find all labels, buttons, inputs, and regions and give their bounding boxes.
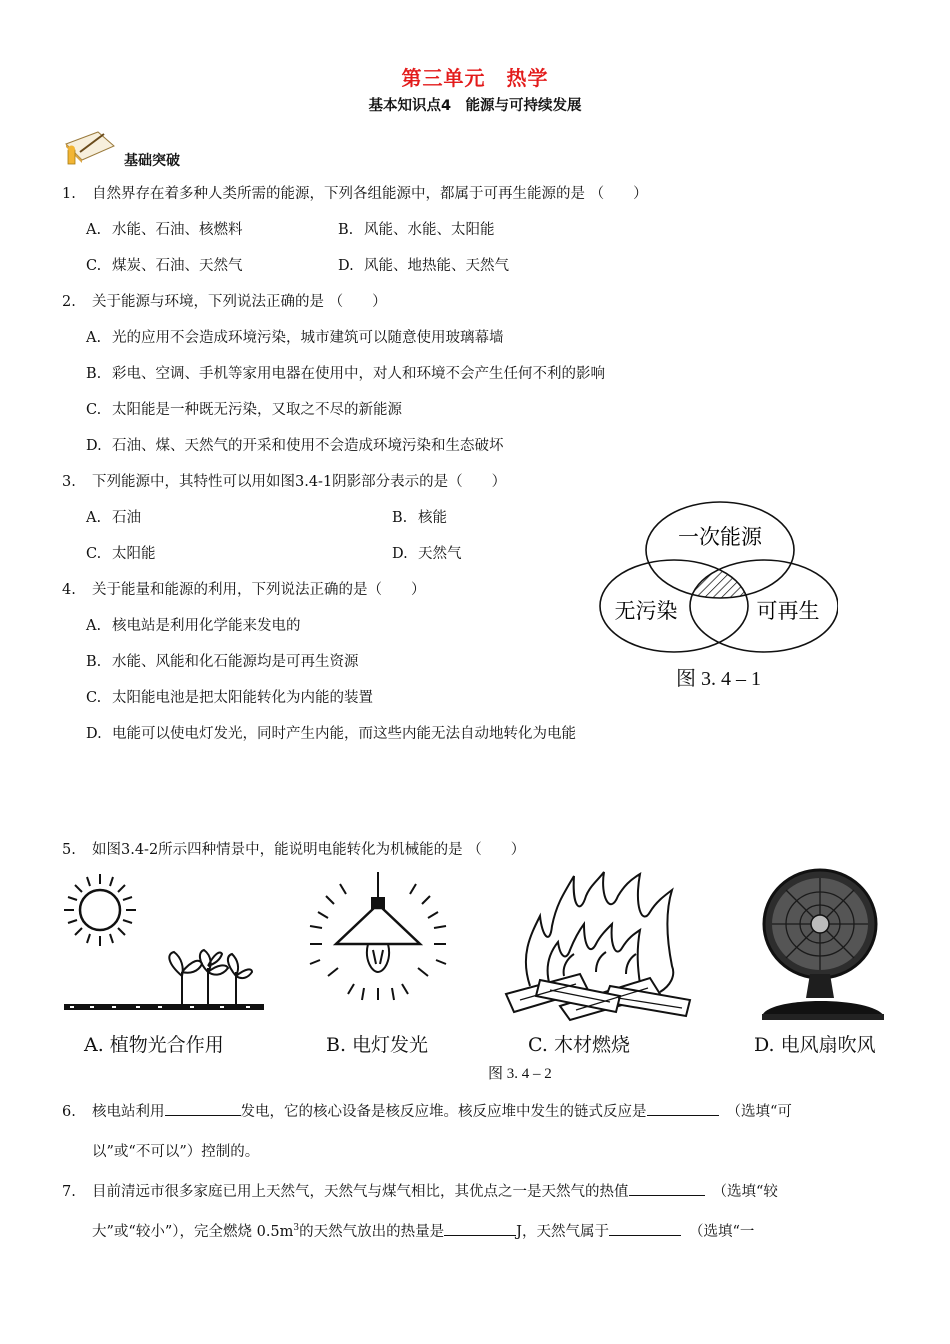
option-a xyxy=(86,614,301,635)
question-number: 5. xyxy=(62,842,76,858)
option-letter: D. xyxy=(338,258,354,274)
answer-blank[interactable] xyxy=(609,1221,681,1236)
question-7 xyxy=(62,1180,778,1201)
option-letter: A. xyxy=(86,330,102,346)
option-a xyxy=(86,506,141,527)
answer-blank[interactable] xyxy=(444,1221,516,1236)
superscript: 3 xyxy=(293,1223,300,1234)
venn-diagram xyxy=(598,500,838,660)
picture-label-c: C. 木材燃烧 xyxy=(528,1034,630,1056)
question-4 xyxy=(62,578,426,599)
option-b xyxy=(338,218,495,239)
option-b xyxy=(86,362,605,383)
question-text: 发电，它的核心设备是核反应堆。核反应堆中发生的链式反应是 xyxy=(240,1104,647,1120)
option-c xyxy=(86,686,373,707)
option-text: 天然气 xyxy=(418,546,462,562)
option-letter: C. xyxy=(86,546,102,562)
fan-icon xyxy=(748,866,898,1026)
option-letter: B. xyxy=(338,222,354,238)
question-5 xyxy=(62,838,525,859)
question-2 xyxy=(62,290,387,311)
option-letter: D. xyxy=(86,726,102,742)
question-text: 大”或“较小”），完全燃烧 0.5m xyxy=(92,1224,294,1240)
option-text: 电能可以使电灯发光，同时产生内能，而这些内能无法自动地转化为电能 xyxy=(112,726,576,742)
question-number: 4. xyxy=(62,582,76,598)
question-3 xyxy=(62,470,506,491)
option-text: 太阳能电池是把太阳能转化为内能的装置 xyxy=(112,690,373,706)
question-text: 目前清远市很多家庭已用上天然气，天然气与煤气相比，其优点之一是天然气的热值 xyxy=(92,1184,629,1200)
question-number: 1. xyxy=(62,186,76,202)
picture-label-d: D. 电风扇吹风 xyxy=(754,1034,876,1056)
option-letter: A. xyxy=(86,510,102,526)
option-text: 彩电、空调、手机等家用电器在使用中，对人和环境不会产生任何不利的影响 xyxy=(112,366,605,382)
question-text: （选填“较 xyxy=(712,1184,778,1200)
option-text: 石油、煤、天然气的开采和使用不会造成环境污染和生态破坏 xyxy=(112,438,504,454)
option-text: 核能 xyxy=(418,510,447,526)
sun-plant-icon xyxy=(60,868,270,1028)
option-d xyxy=(392,542,462,563)
option-text: 煤炭、石油、天然气 xyxy=(112,258,243,274)
option-letter: D. xyxy=(86,438,102,454)
option-text: 核电站是利用化学能来发电的 xyxy=(112,618,301,634)
option-letter: B. xyxy=(86,654,102,670)
page-subtitle: 基本知识点4 能源与可持续发展 xyxy=(368,98,582,114)
option-text: 风能、水能、太阳能 xyxy=(364,222,495,238)
option-c xyxy=(86,398,402,419)
question-text: 下列能源中，其特性可以用如图3.4-1阴影部分表示的是（ ） xyxy=(92,474,507,490)
venn-label-right: 可再生 xyxy=(756,599,820,623)
question-number: 7. xyxy=(62,1184,76,1200)
option-a xyxy=(86,326,504,347)
option-d xyxy=(338,254,509,275)
question-7-continued xyxy=(92,1220,754,1241)
answer-blank[interactable] xyxy=(165,1101,241,1116)
section-heading: 基础突破 xyxy=(124,153,180,169)
question-text: 关于能量和能源的利用，下列说法正确的是（ ） xyxy=(92,582,426,598)
option-text: 水能、石油、核燃料 xyxy=(112,222,243,238)
question-6 xyxy=(62,1100,792,1121)
option-letter: A. xyxy=(86,222,102,238)
question-number: 2. xyxy=(62,294,76,310)
option-letter: B. xyxy=(392,510,408,526)
page-title: 第三单元 热学 xyxy=(401,66,549,90)
question-text: （选填“可 xyxy=(726,1104,792,1120)
question-1 xyxy=(62,182,648,203)
answer-blank[interactable] xyxy=(629,1181,705,1196)
question-6-continued xyxy=(92,1140,259,1161)
venn-label-top: 一次能源 xyxy=(678,525,762,549)
option-c xyxy=(86,254,243,275)
answer-blank[interactable] xyxy=(647,1101,719,1116)
fire-icon xyxy=(500,866,700,1026)
option-text: 水能、风能和化石能源均是可再生资源 xyxy=(112,654,359,670)
option-text: 太阳能是一种既无污染，又取之不尽的新能源 xyxy=(112,402,402,418)
option-letter: A. xyxy=(86,618,102,634)
option-b xyxy=(86,650,359,671)
option-letter: C. xyxy=(86,690,102,706)
option-text: 太阳能 xyxy=(112,546,156,562)
option-text: 风能、地热能、天然气 xyxy=(364,258,509,274)
picture-label-a: A. 植物光合作用 xyxy=(84,1034,224,1056)
notebook-pencil-icon xyxy=(58,126,118,166)
option-letter: B. xyxy=(86,366,102,382)
option-letter: C. xyxy=(86,402,102,418)
question-text: 核电站利用 xyxy=(92,1104,165,1120)
option-d xyxy=(86,434,504,455)
option-text: 石油 xyxy=(112,510,141,526)
question-text: 的天然气放出的热量是 xyxy=(299,1224,445,1240)
venn-label-left: 无污染 xyxy=(614,599,678,623)
option-b xyxy=(392,506,447,527)
figure-caption: 图 3. 4 – 1 xyxy=(676,668,761,690)
option-letter: C. xyxy=(86,258,102,274)
question-text: J，天然气属于 xyxy=(516,1224,609,1240)
option-text: 光的应用不会造成环境污染，城市建筑可以随意使用玻璃幕墙 xyxy=(112,330,504,346)
figure-caption: 图 3. 4 – 2 xyxy=(488,1066,552,1082)
question-number: 3. xyxy=(62,474,76,490)
option-c xyxy=(86,542,156,563)
question-text: 关于能源与环境，下列说法正确的是 （ ） xyxy=(92,294,387,310)
picture-label-b: B. 电灯发光 xyxy=(326,1034,429,1056)
question-text: 自然界存在着多种人类所需的能源，下列各组能源中，都属于可再生能源的是 （ ） xyxy=(92,186,648,202)
lamp-icon xyxy=(298,868,458,1028)
question-text: 如图3.4-2所示四种情景中，能说明电能转化为机械能的是 （ ） xyxy=(92,842,526,858)
question-number: 6. xyxy=(62,1104,76,1120)
question-text: （选填“一 xyxy=(688,1224,755,1240)
option-a xyxy=(86,218,243,239)
option-d xyxy=(86,722,576,743)
option-letter: D. xyxy=(392,546,408,562)
question-text: 以”或“不可以”）控制的。 xyxy=(92,1144,260,1160)
